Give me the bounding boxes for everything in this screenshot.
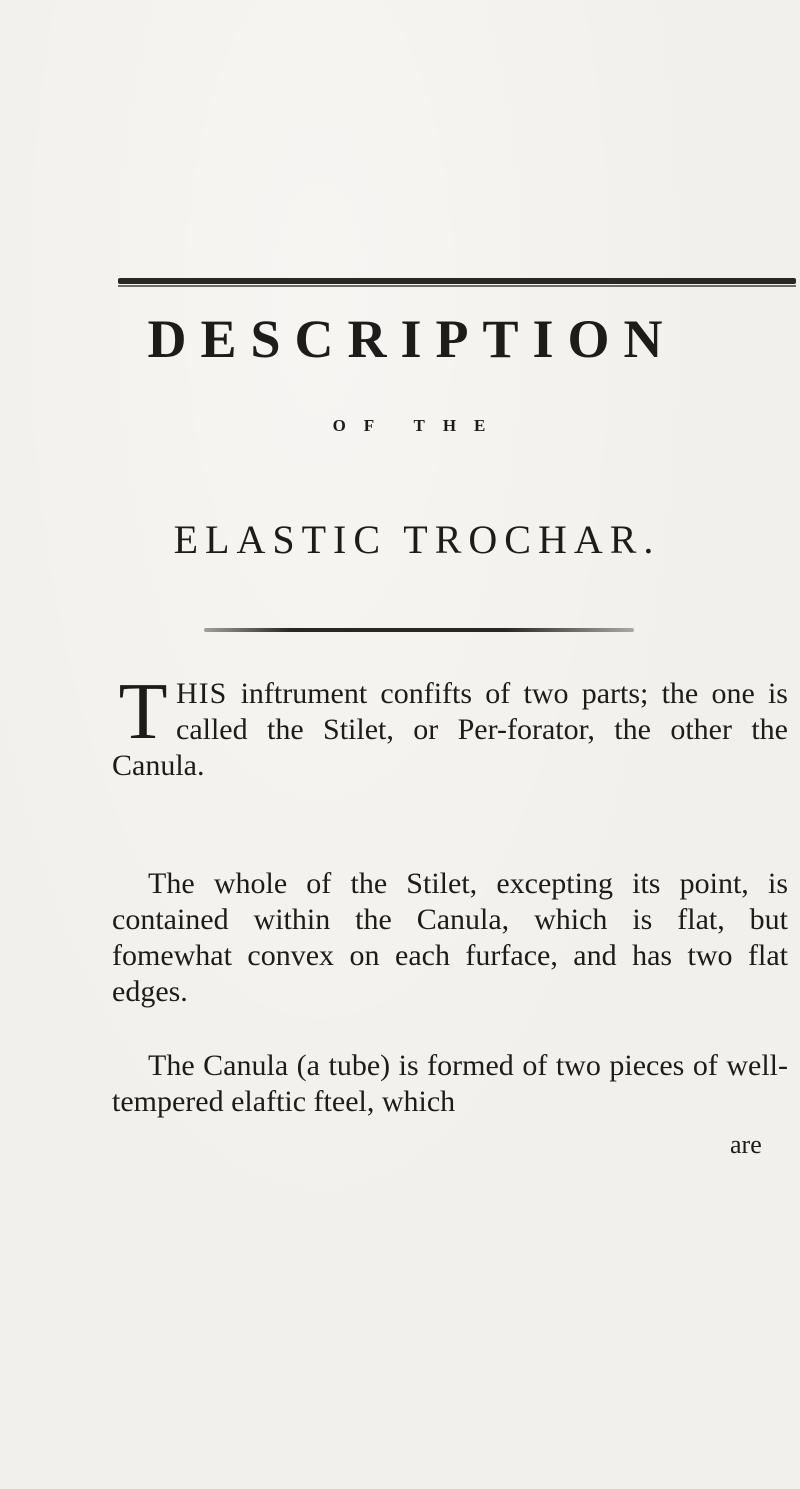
section-rule [204, 628, 634, 632]
paragraph-3: The Canula (a tube) is formed of two pieces of well-tempered elaftic fteel, which [112, 1049, 788, 1118]
paragraph-2: The whole of the Stilet, excepting its point, is contained within the Canula, which is flat, but fomewhat convex on each furface, and has two flat edges. [112, 867, 788, 1008]
catchword: are [730, 1130, 762, 1159]
paragraph-1-caps: HIS [176, 677, 228, 710]
page-title: DESCRIPTION [147, 309, 677, 369]
top-rule [118, 278, 796, 284]
subtitle-of-the: OF THE [332, 416, 504, 435]
drop-cap: T [118, 668, 168, 756]
subject-heading: ELASTIC TROCHAR. [173, 517, 661, 562]
paragraph-1-text: inftrument confifts of two parts; the one is called the Stilet, or Per-forator, the other the Canula. [112, 677, 788, 782]
paragraph-1 [112, 668, 788, 784]
